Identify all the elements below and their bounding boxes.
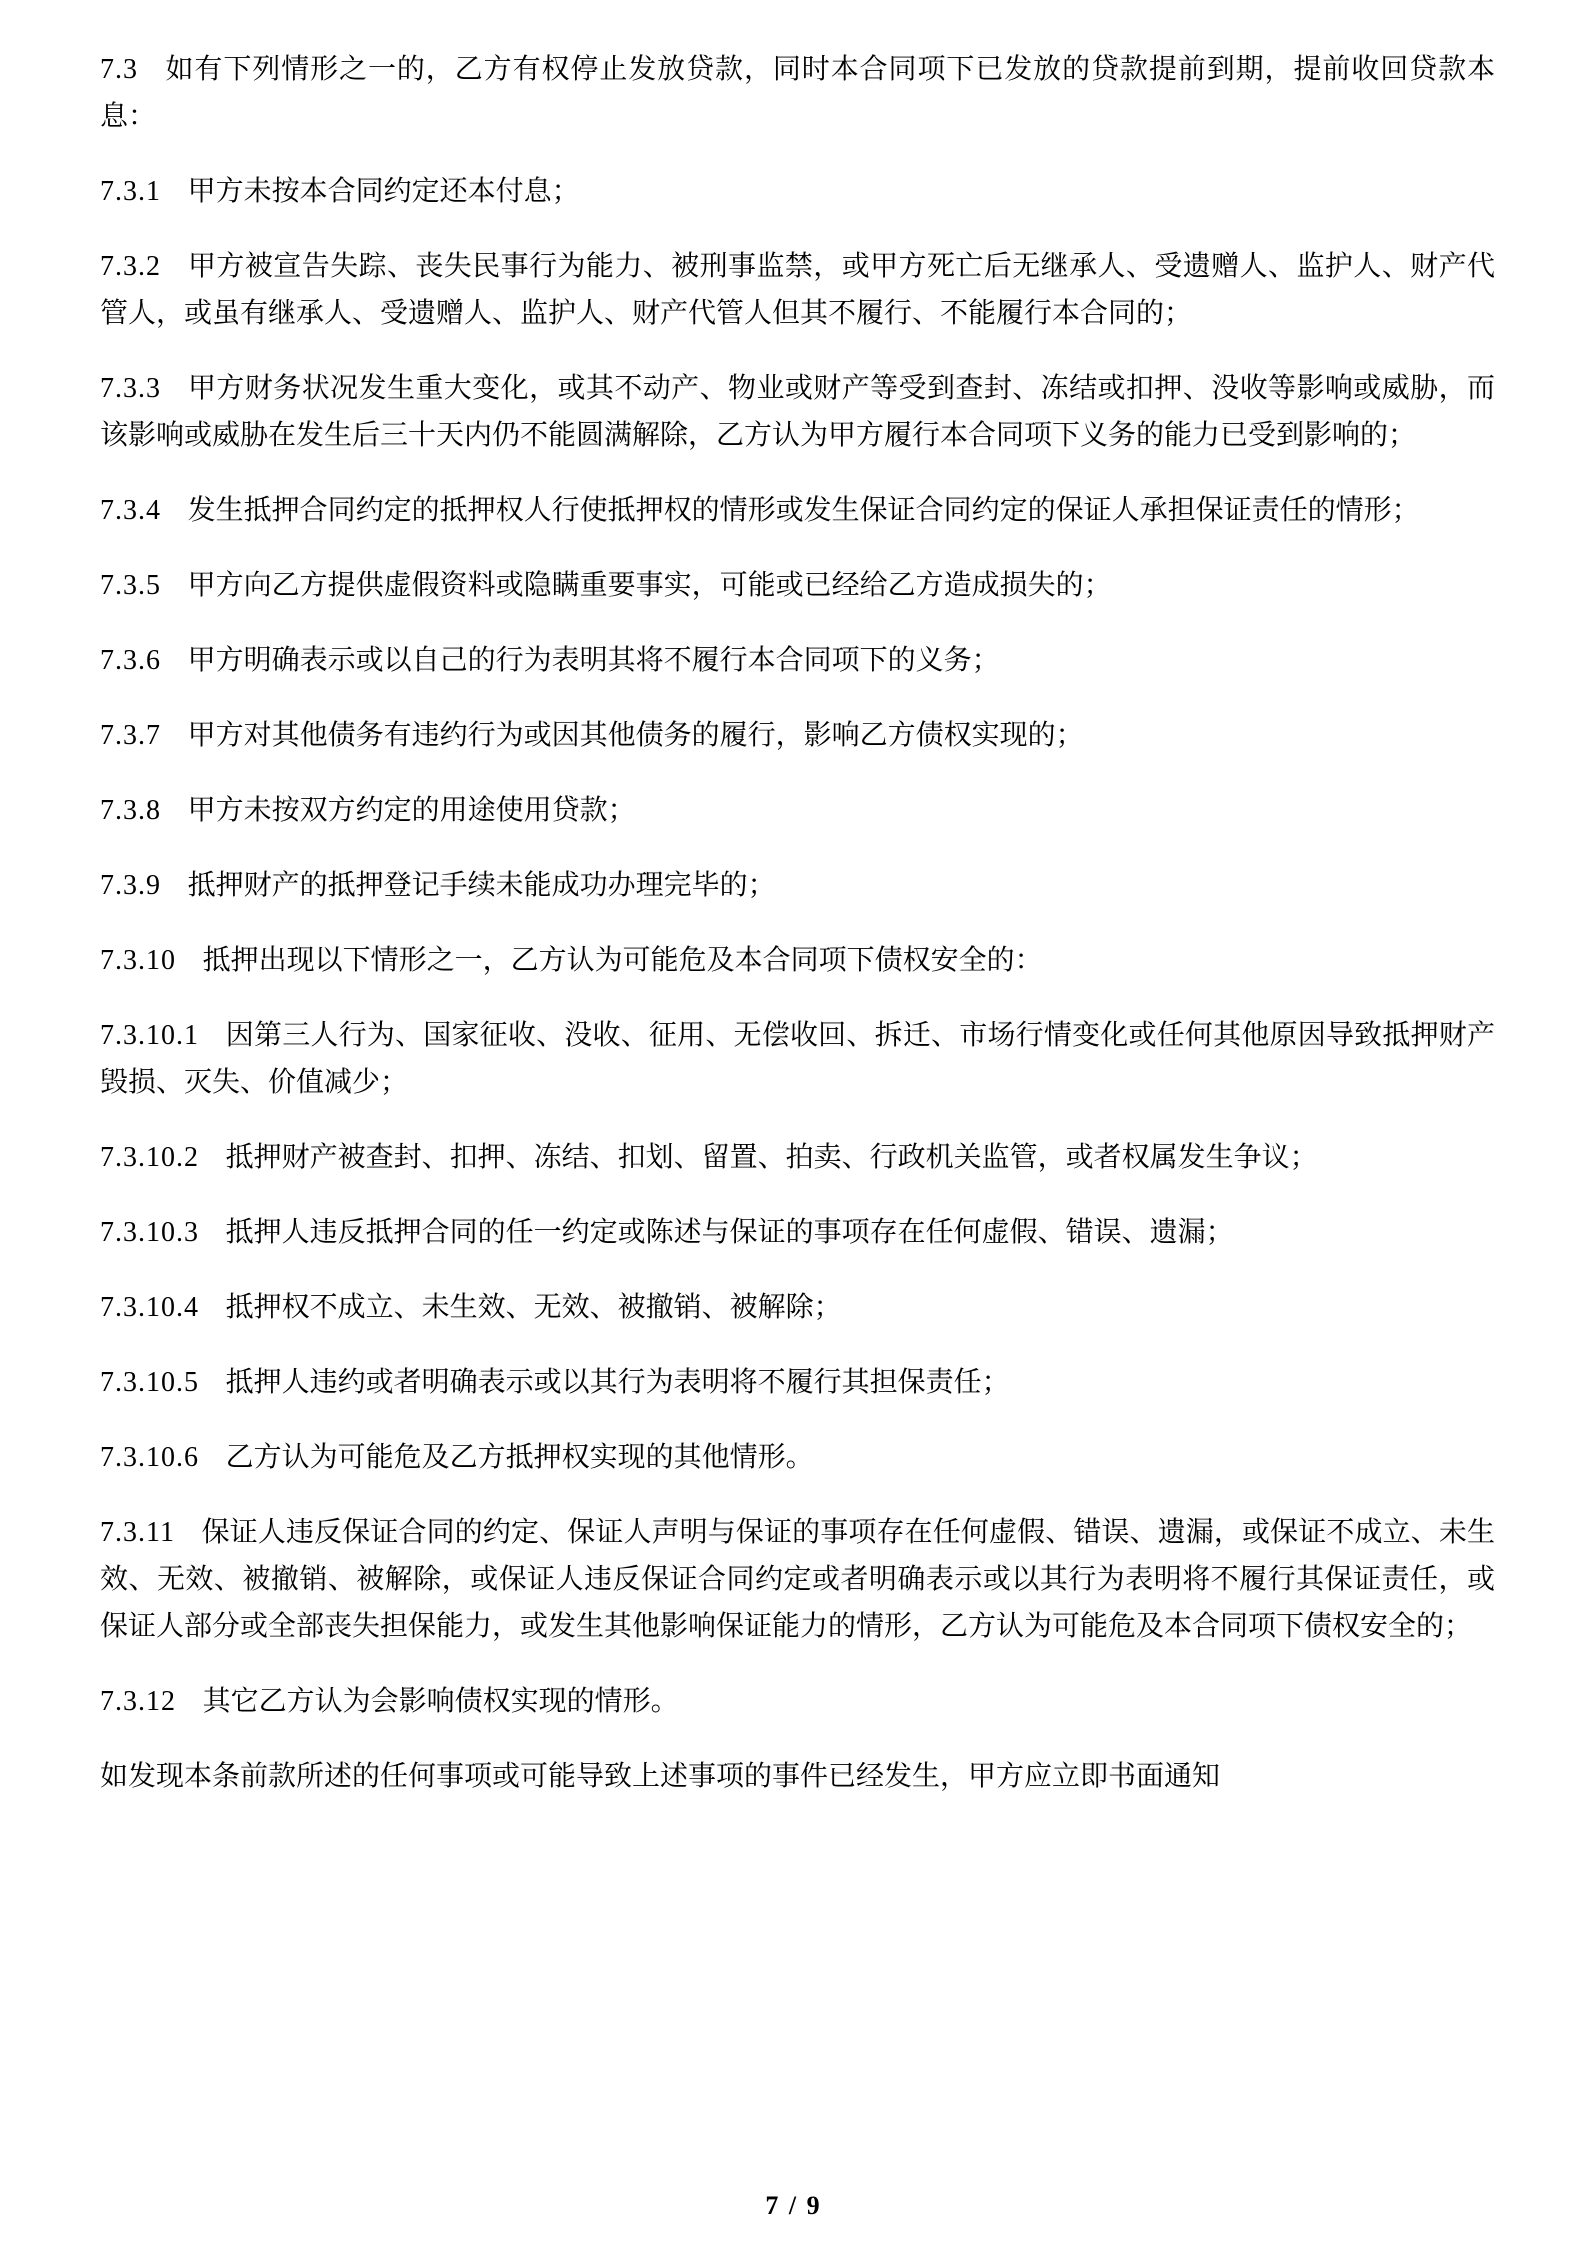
clause-paragraph [100, 712, 1495, 759]
clause-paragraph [100, 1284, 1495, 1331]
clause-text: 甲方未按本合同约定还本付息； [187, 176, 580, 207]
clause-number: 7.3.8 [100, 795, 161, 826]
clause-number: 7.3.6 [100, 645, 161, 676]
clause-paragraph [100, 365, 1495, 459]
clause-number: 7.3.10.3 [100, 1217, 199, 1248]
clause-text: 抵押财产的抵押登记手续未能成功办理完毕的； [187, 870, 776, 901]
clause-number: 7.3.3 [100, 373, 161, 404]
clause-number: 7.3.1 [100, 176, 161, 207]
clause-text: 甲方向乙方提供虚假资料或隐瞒重要事实，可能或已经给乙方造成损失的； [187, 570, 1112, 601]
clause-text: 甲方未按双方约定的用途使用贷款； [187, 795, 636, 826]
page-footer [0, 2191, 1587, 2221]
clause-paragraph [100, 46, 1495, 140]
clause-text: 如有下列情形之一的，乙方有权停止发放贷款，同时本合同项下已发放的贷款提前到期，提前收回贷款本息： [100, 54, 1495, 132]
clause-paragraph [100, 168, 1495, 215]
clause-text: 抵押权不成立、未生效、无效、被撤销、被解除； [225, 1292, 842, 1323]
clause-text: 如发现本条前款所述的任何事项或可能导致上述事项的事件已经发生，甲方应立即书面通知 [100, 1761, 1221, 1792]
clause-text: 因第三人行为、国家征收、没收、征用、无偿收回、拆迁、市场行情变化或任何其他原因导致抵押财产毁损、灭失、价值减少； [100, 1020, 1495, 1098]
clause-text: 甲方财务状况发生重大变化，或其不动产、物业或财产等受到查封、冻结或扣押、没收等影响或威胁，而该影响或威胁在发生后三十天内仍不能圆满解除，乙方认为甲方履行本合同项下义务的能力已受到影响的； [100, 373, 1495, 451]
clause-paragraph [100, 1678, 1495, 1725]
clause-text: 保证人违反保证合同的约定、保证人声明与保证的事项存在任何虚假、错误、遗漏，或保证不成立、未生效、无效、被撤销、被解除，或保证人违反保证合同约定或者明确表示或以其行为表明将不履行其保证责任，或保证人部分或全部丧失担保能力，或发生其他影响保证能力的情形，乙方认为可能危及本合同项下债权安全的； [100, 1517, 1495, 1642]
clause-number: 7.3.10.2 [100, 1142, 199, 1173]
clause-paragraph [100, 862, 1495, 909]
clause-number: 7.3.2 [100, 251, 161, 282]
clause-text: 发生抵押合同约定的抵押权人行使抵押权的情形或发生保证合同约定的保证人承担保证责任的情形； [187, 495, 1420, 526]
clause-paragraph [100, 1753, 1495, 1800]
clause-number: 7.3.10 [100, 945, 176, 976]
clause-paragraph [100, 487, 1495, 534]
clause-list [100, 46, 1495, 1800]
clause-number: 7.3.7 [100, 720, 161, 751]
clause-text: 其它乙方认为会影响债权实现的情形。 [202, 1686, 679, 1717]
clause-number: 7.3.10.1 [100, 1020, 199, 1051]
clause-paragraph [100, 787, 1495, 834]
clause-number: 7.3.10.6 [100, 1442, 199, 1473]
clause-text: 抵押财产被查封、扣押、冻结、扣划、留置、拍卖、行政机关监管，或者权属发生争议； [225, 1142, 1318, 1173]
clause-number: 7.3.10.4 [100, 1292, 199, 1323]
clause-paragraph [100, 562, 1495, 609]
clause-text: 甲方明确表示或以自己的行为表明其将不履行本合同项下的义务； [187, 645, 1000, 676]
clause-number: 7.3.5 [100, 570, 161, 601]
clause-text: 甲方对其他债务有违约行为或因其他债务的履行，影响乙方债权实现的； [187, 720, 1084, 751]
clause-paragraph [100, 1359, 1495, 1406]
clause-paragraph [100, 1209, 1495, 1256]
clause-paragraph [100, 637, 1495, 684]
clause-number: 7.3.11 [100, 1517, 175, 1548]
clause-number: 7.3 [100, 54, 138, 85]
clause-number: 7.3.4 [100, 495, 161, 526]
clause-paragraph [100, 1012, 1495, 1106]
clause-paragraph [100, 1509, 1495, 1650]
clause-paragraph [100, 937, 1495, 984]
clause-text: 抵押出现以下情形之一，乙方认为可能危及本合同项下债权安全的： [202, 945, 1043, 976]
clause-text: 抵押人违反抵押合同的任一约定或陈述与保证的事项存在任何虚假、错误、遗漏； [225, 1217, 1234, 1248]
clause-number: 7.3.12 [100, 1686, 176, 1717]
page-number: 7 / 9 [765, 2191, 822, 2220]
clause-paragraph [100, 243, 1495, 337]
clause-paragraph [100, 1134, 1495, 1181]
clause-text: 抵押人违约或者明确表示或以其行为表明将不履行其担保责任； [225, 1367, 1010, 1398]
clause-text: 乙方认为可能危及乙方抵押权实现的其他情形。 [225, 1442, 814, 1473]
clause-paragraph [100, 1434, 1495, 1481]
clause-text: 甲方被宣告失踪、丧失民事行为能力、被刑事监禁，或甲方死亡后无继承人、受遗赠人、监护人、财产代管人，或虽有继承人、受遗赠人、监护人、财产代管人但其不履行、不能履行本合同的； [100, 251, 1495, 329]
clause-number: 7.3.10.5 [100, 1367, 199, 1398]
clause-number: 7.3.9 [100, 870, 161, 901]
